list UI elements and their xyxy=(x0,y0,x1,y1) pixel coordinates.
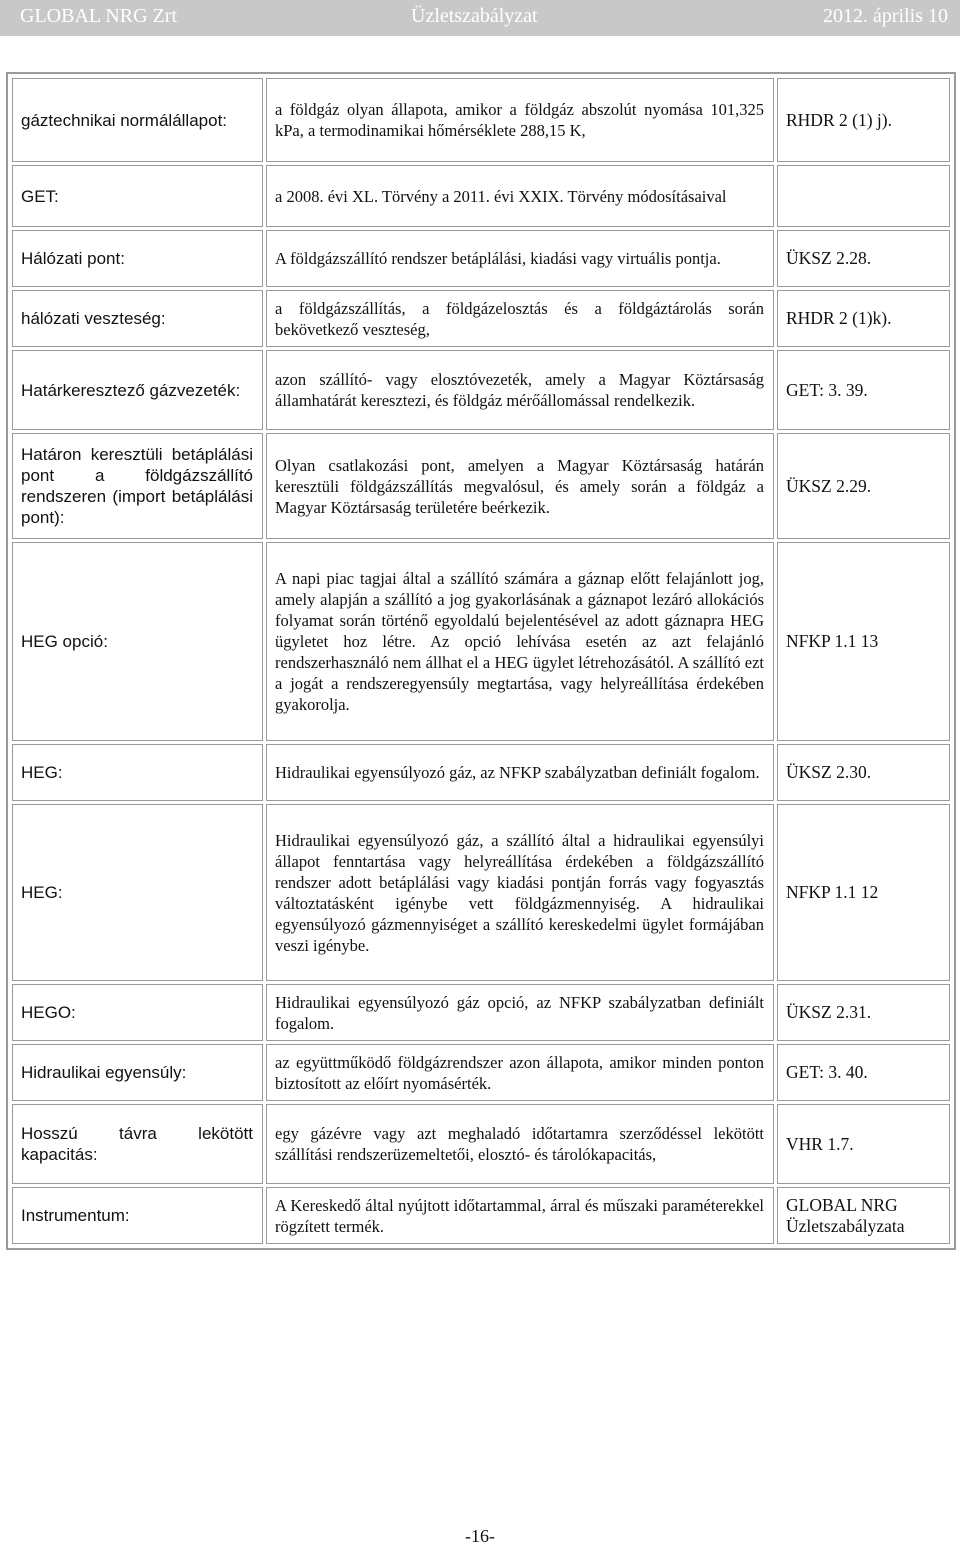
header-company: GLOBAL NRG Zrt xyxy=(20,5,178,27)
page-number: -16- xyxy=(465,1526,495,1546)
definition-cell: a 2008. évi XL. Törvény a 2011. évi XXIX. Törvény módosításaival xyxy=(266,165,774,227)
table-row xyxy=(12,1104,950,1184)
definitions-table xyxy=(6,72,956,1250)
table-row xyxy=(12,165,950,227)
reference-cell xyxy=(777,165,950,227)
definition-cell: az együttműködő földgázrendszer azon állapota, amikor minden ponton biztosított az előírt nyomásérték. xyxy=(266,1044,774,1101)
term-cell: Határkeresztező gázvezeték: xyxy=(12,350,263,430)
term-cell: hálózati veszteség: xyxy=(12,290,263,347)
reference-cell: VHR 1.7. xyxy=(777,1104,950,1184)
reference-cell: RHDR 2 (1)k). xyxy=(777,290,950,347)
reference-cell: ÜKSZ 2.29. xyxy=(777,433,950,539)
definition-cell: Hidraulikai egyensúlyozó gáz, az NFKP szabályzatban definiált fogalom. xyxy=(266,744,774,801)
table-row xyxy=(12,230,950,287)
term-cell: HEGO: xyxy=(12,984,263,1041)
table-row xyxy=(12,984,950,1041)
reference-cell: NFKP 1.1 13 xyxy=(777,542,950,741)
definition-cell: A Kereskedő által nyújtott időtartammal, árral és műszaki paraméterekkel rögzített termék. xyxy=(266,1187,774,1244)
reference-cell: ÜKSZ 2.28. xyxy=(777,230,950,287)
term-cell: HEG: xyxy=(12,744,263,801)
term-cell: Határon keresztüli betáplálási pont a földgázszállító rendszeren (import betáplálási pont): xyxy=(12,433,263,539)
term-cell: Instrumentum: xyxy=(12,1187,263,1244)
table-row xyxy=(12,744,950,801)
reference-cell: RHDR 2 (1) j). xyxy=(777,78,950,162)
term-cell: HEG: xyxy=(12,804,263,981)
page-header xyxy=(0,0,960,36)
definition-cell: azon szállító- vagy elosztóvezeték, amely a Magyar Köztársaság államhatárát keresztezi, és földgáz mérőállomással rendelkezik. xyxy=(266,350,774,430)
definition-cell: Hidraulikai egyensúlyozó gáz, a szállító által a hidraulikai egyensúlyi állapot fenntartása vagy helyreállítása érdekében a földgázszállító rendszer adott betáplálási vagy kiadási pontján forrás vagy fogyasztás változtatásként igénybe vett földgázmennyiség. A hidraulikai egyensúlyozó gázmennyiséget a szállító kereskedelmi ügylet formájában veszi igénybe. xyxy=(266,804,774,981)
definition-cell: Hidraulikai egyensúlyozó gáz opció, az NFKP szabályzatban definiált fogalom. xyxy=(266,984,774,1041)
reference-cell: GET: 3. 39. xyxy=(777,350,950,430)
reference-cell: NFKP 1.1 12 xyxy=(777,804,950,981)
table-row xyxy=(12,1187,950,1244)
definition-cell: egy gázévre vagy azt meghaladó időtartamra szerződéssel lekötött szállítási rendszerüzemeltetői, elosztó- és tárolókapacitás, xyxy=(266,1104,774,1184)
definition-cell: Olyan csatlakozási pont, amelyen a Magyar Köztársaság határán keresztüli földgázszállítás megvalósul, és amely során a földgáz a Magyar Köztársaság területére beérkezik. xyxy=(266,433,774,539)
header-title: Üzletszabályzat xyxy=(411,5,538,27)
term-cell: HEG opció: xyxy=(12,542,263,741)
term-cell: Hosszú távra lekötött kapacitás: xyxy=(12,1104,263,1184)
reference-cell: ÜKSZ 2.30. xyxy=(777,744,950,801)
term-cell: Hálózati pont: xyxy=(12,230,263,287)
table-row xyxy=(12,78,950,162)
definition-cell: a földgáz olyan állapota, amikor a földgáz abszolút nyomása 101,325 kPa, a termodinamikai hőmérséklete 288,15 K, xyxy=(266,78,774,162)
table-row xyxy=(12,1044,950,1101)
definition-cell: A földgázszállító rendszer betáplálási, kiadási vagy virtuális pontja. xyxy=(266,230,774,287)
definition-cell: A napi piac tagjai által a szállító számára a gáznap előtt felajánlott jog, amely alapján a szállító a jog gyakorlásának a gáznapot lezáró allokációs folyamat során történő egyoldalú bejelentésével az adott gáznapra HEG ügyletet hoz létre. Az opció lehívása esetén az azt felajánló rendszerhasználó nem állhat el a HEG ügylet létrehozásától. A szállító ezt a jogát a rendszeregyensúly megtartása, vagy helyreállítása érdekében gyakorolja. xyxy=(266,542,774,741)
table-row xyxy=(12,350,950,430)
term-cell: GET: xyxy=(12,165,263,227)
definition-cell: a földgázszállítás, a földgázelosztás és a földgáztárolás során bekövetkező veszteség, xyxy=(266,290,774,347)
table-row xyxy=(12,290,950,347)
term-cell: Hidraulikai egyensúly: xyxy=(12,1044,263,1101)
table-row xyxy=(12,433,950,539)
table-row xyxy=(12,804,950,981)
term-cell: gáztechnikai normálállapot: xyxy=(12,78,263,162)
table-row xyxy=(12,542,950,741)
reference-cell: GET: 3. 40. xyxy=(777,1044,950,1101)
reference-cell: GLOBAL NRG Üzletszabályzata xyxy=(777,1187,950,1244)
reference-cell: ÜKSZ 2.31. xyxy=(777,984,950,1041)
header-date: 2012. április 10 xyxy=(823,5,948,27)
